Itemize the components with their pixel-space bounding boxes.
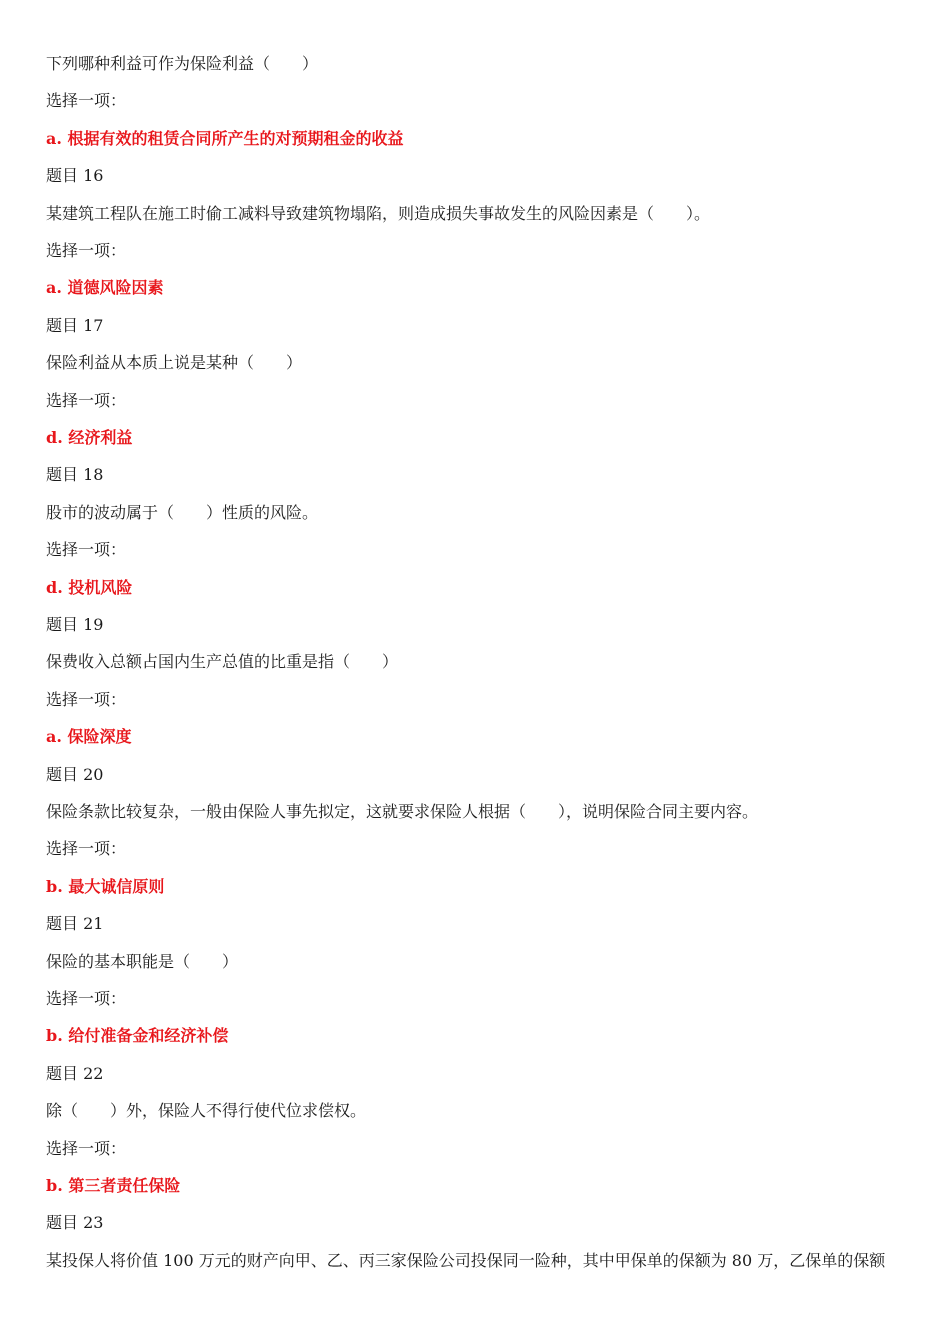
question-text: 下列哪种利益可作为保险利益（ ） [46, 54, 319, 73]
choose-one-prompt: 选择一项： [46, 690, 127, 709]
answer-text: d. 经济利益 [46, 428, 133, 447]
question-number: 题目 20 [46, 765, 104, 784]
answer-text: b. 给付准备金和经济补偿 [46, 1026, 229, 1045]
question-number: 题目 16 [46, 166, 104, 185]
choose-one-prompt: 选择一项： [46, 989, 127, 1008]
question-number: 题目 21 [46, 914, 104, 933]
choose-one-prompt: 选择一项： [46, 91, 127, 110]
choose-one-prompt: 选择一项： [46, 839, 127, 858]
choose-one-prompt: 选择一项： [46, 391, 127, 410]
question-number: 题目 22 [46, 1064, 104, 1083]
answer-text: a. 道德风险因素 [46, 278, 164, 297]
question-text: 股市的波动属于（ ）性质的风险。 [46, 503, 319, 522]
question-text: 除（ ）外，保险人不得行使代位求偿权。 [46, 1101, 367, 1120]
choose-one-prompt: 选择一项： [46, 540, 127, 559]
answer-text: b. 第三者责任保险 [46, 1176, 181, 1195]
question-text: 某建筑工程队在施工时偷工减料导致建筑物塌陷，则造成损失事故发生的风险因素是（ ）。 [46, 204, 711, 223]
question-number: 题目 18 [46, 465, 104, 484]
choose-one-prompt: 选择一项： [46, 1139, 127, 1158]
answer-text: d. 投机风险 [46, 578, 133, 597]
question-number: 题目 19 [46, 615, 104, 634]
answer-text: a. 根据有效的租赁合同所产生的对预期租金的收益 [46, 129, 404, 148]
question-text: 保险利益从本质上说是某种（ ） [46, 353, 303, 372]
answer-text: b. 最大诚信原则 [46, 877, 165, 896]
question-text: 保险条款比较复杂，一般由保险人事先拟定，这就要求保险人根据（ ），说明保险合同主要内容。 [46, 802, 759, 821]
question-text: 保费收入总额占国内生产总值的比重是指（ ） [46, 652, 399, 671]
question-text: 某投保人将价值 100 万元的财产向甲、乙、丙三家保险公司投保同一险种，其中甲保单的保额为 80 万，乙保单的保额 [46, 1251, 886, 1270]
answer-text: a. 保险深度 [46, 727, 132, 746]
question-number: 题目 17 [46, 316, 104, 335]
question-number: 题目 23 [46, 1213, 104, 1232]
question-text: 保险的基本职能是（ ） [46, 952, 239, 971]
choose-one-prompt: 选择一项： [46, 241, 127, 260]
